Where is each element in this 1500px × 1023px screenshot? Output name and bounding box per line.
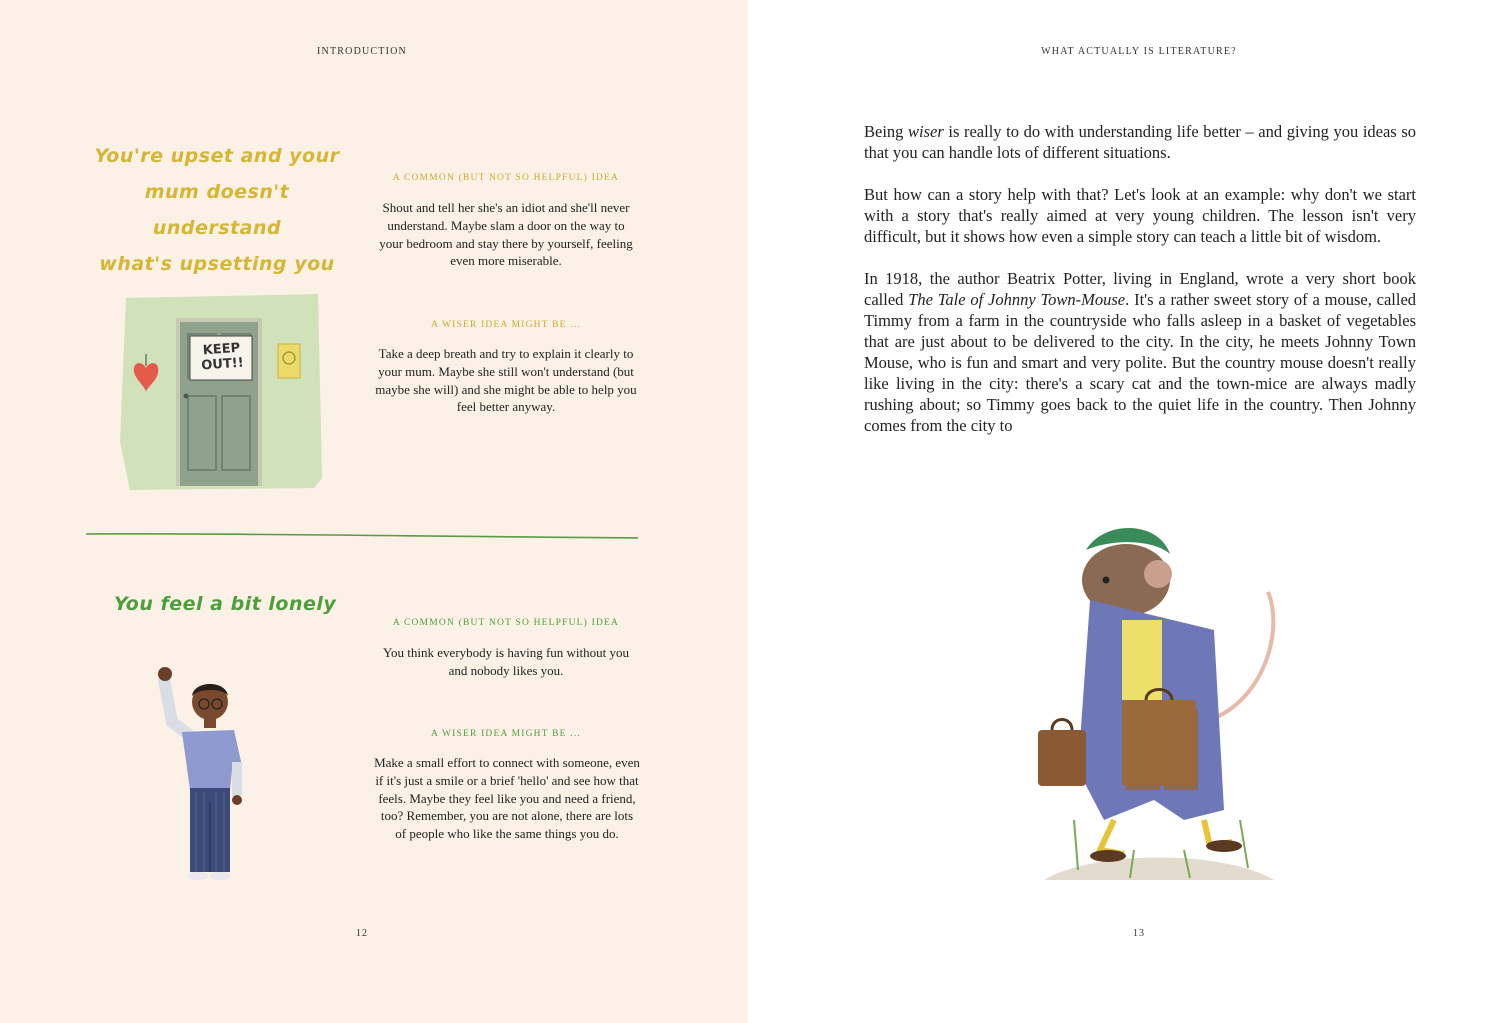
book-title: The Tale of Johnny Town-Mouse [908,290,1126,309]
section2-common-label: A COMMON (BUT NOT SO HELPFUL) IDEA [392,618,620,628]
left-page [0,0,748,1023]
para1-text: Being [864,122,909,141]
section1-heading [92,138,342,282]
section1-heading-line: You're upset and your [94,145,340,167]
section1-heading-line: what's upsetting you [99,253,335,275]
page-number-left: 12 [356,928,368,939]
para1-emphasis: wiser [908,122,944,141]
paragraph-2: But how can a story help with that? Let's look at an example: why don't we start with a story that's really aimed at very young children. The lesson isn't very difficult, but it shows how even a simple story can teach a little bit of wisdom. [864,185,1416,246]
section2-wiser-label: A WISER IDEA MIGHT BE ... [431,729,581,739]
page-number-right: 13 [1133,928,1145,939]
para1-text: is really to do with understanding life better – and giving you ideas so that you can handle lots of different situations. [864,122,1416,162]
section2-wiser-text: Make a small effort to connect with someone, even if it's just a smile or a brief 'hello' and see how that feels. Maybe they feel like you and need a friend, too? Remember, you are not alone, there are lots of people who like the same things you do. [374,755,640,842]
section1-wiser-text: Take a deep breath and try to explain it clearly to your mum. Maybe she still won't understand (but maybe she will) and she might be able to help you feel better anyway. [375,346,637,415]
door-sign-line: OUT!! [200,355,245,374]
section1-heading-line: mum doesn't understand [144,181,290,239]
door-sign-line: KEEP [202,340,241,359]
para3-text: . It's a rather sweet story of a mouse, called Timmy from a farm in the countryside who falls asleep in a basket of vegetables that are just about to be delivered to the city. In the city, he meets Johnny Town Mouse, who is fun and smart and very polite. But the country mouse doesn't really like living in the city: there's a scary cat and the town-mice are always madly rushing about; so Timmy goes back to the quiet life in the country. Then Johnny comes from the city to [864,290,1417,435]
running-head-right: WHAT ACTUALLY IS LITERATURE? [1041,46,1237,57]
section1-common-text: Shout and tell her she's an idiot and she'll never understand. Maybe slam a door on the way to your bedroom and stay there by yourself, feeling even more miserable. [379,200,633,269]
para3-text: In 1918, the author Beatrix Potter, living in England, wrote a very short book called [864,269,1416,309]
body-text [864,121,1416,457]
door-sign-text [193,340,251,374]
section2-common-text: You think everybody is having fun without you and nobody likes you. [382,645,630,678]
section1-wiser-label: A WISER IDEA MIGHT BE ... [431,320,581,330]
boy-waving-illustration [152,662,248,888]
door-illustration [118,292,326,492]
section2-heading: You feel a bit lonely [114,593,337,615]
section-divider [86,528,638,542]
town-mouse-illustration [1034,520,1286,892]
paragraph-3 [864,268,1416,436]
section1-common-label: A COMMON (BUT NOT SO HELPFUL) IDEA [392,173,620,183]
running-head-left: INTRODUCTION [317,46,407,57]
paragraph-1 [864,121,1416,163]
